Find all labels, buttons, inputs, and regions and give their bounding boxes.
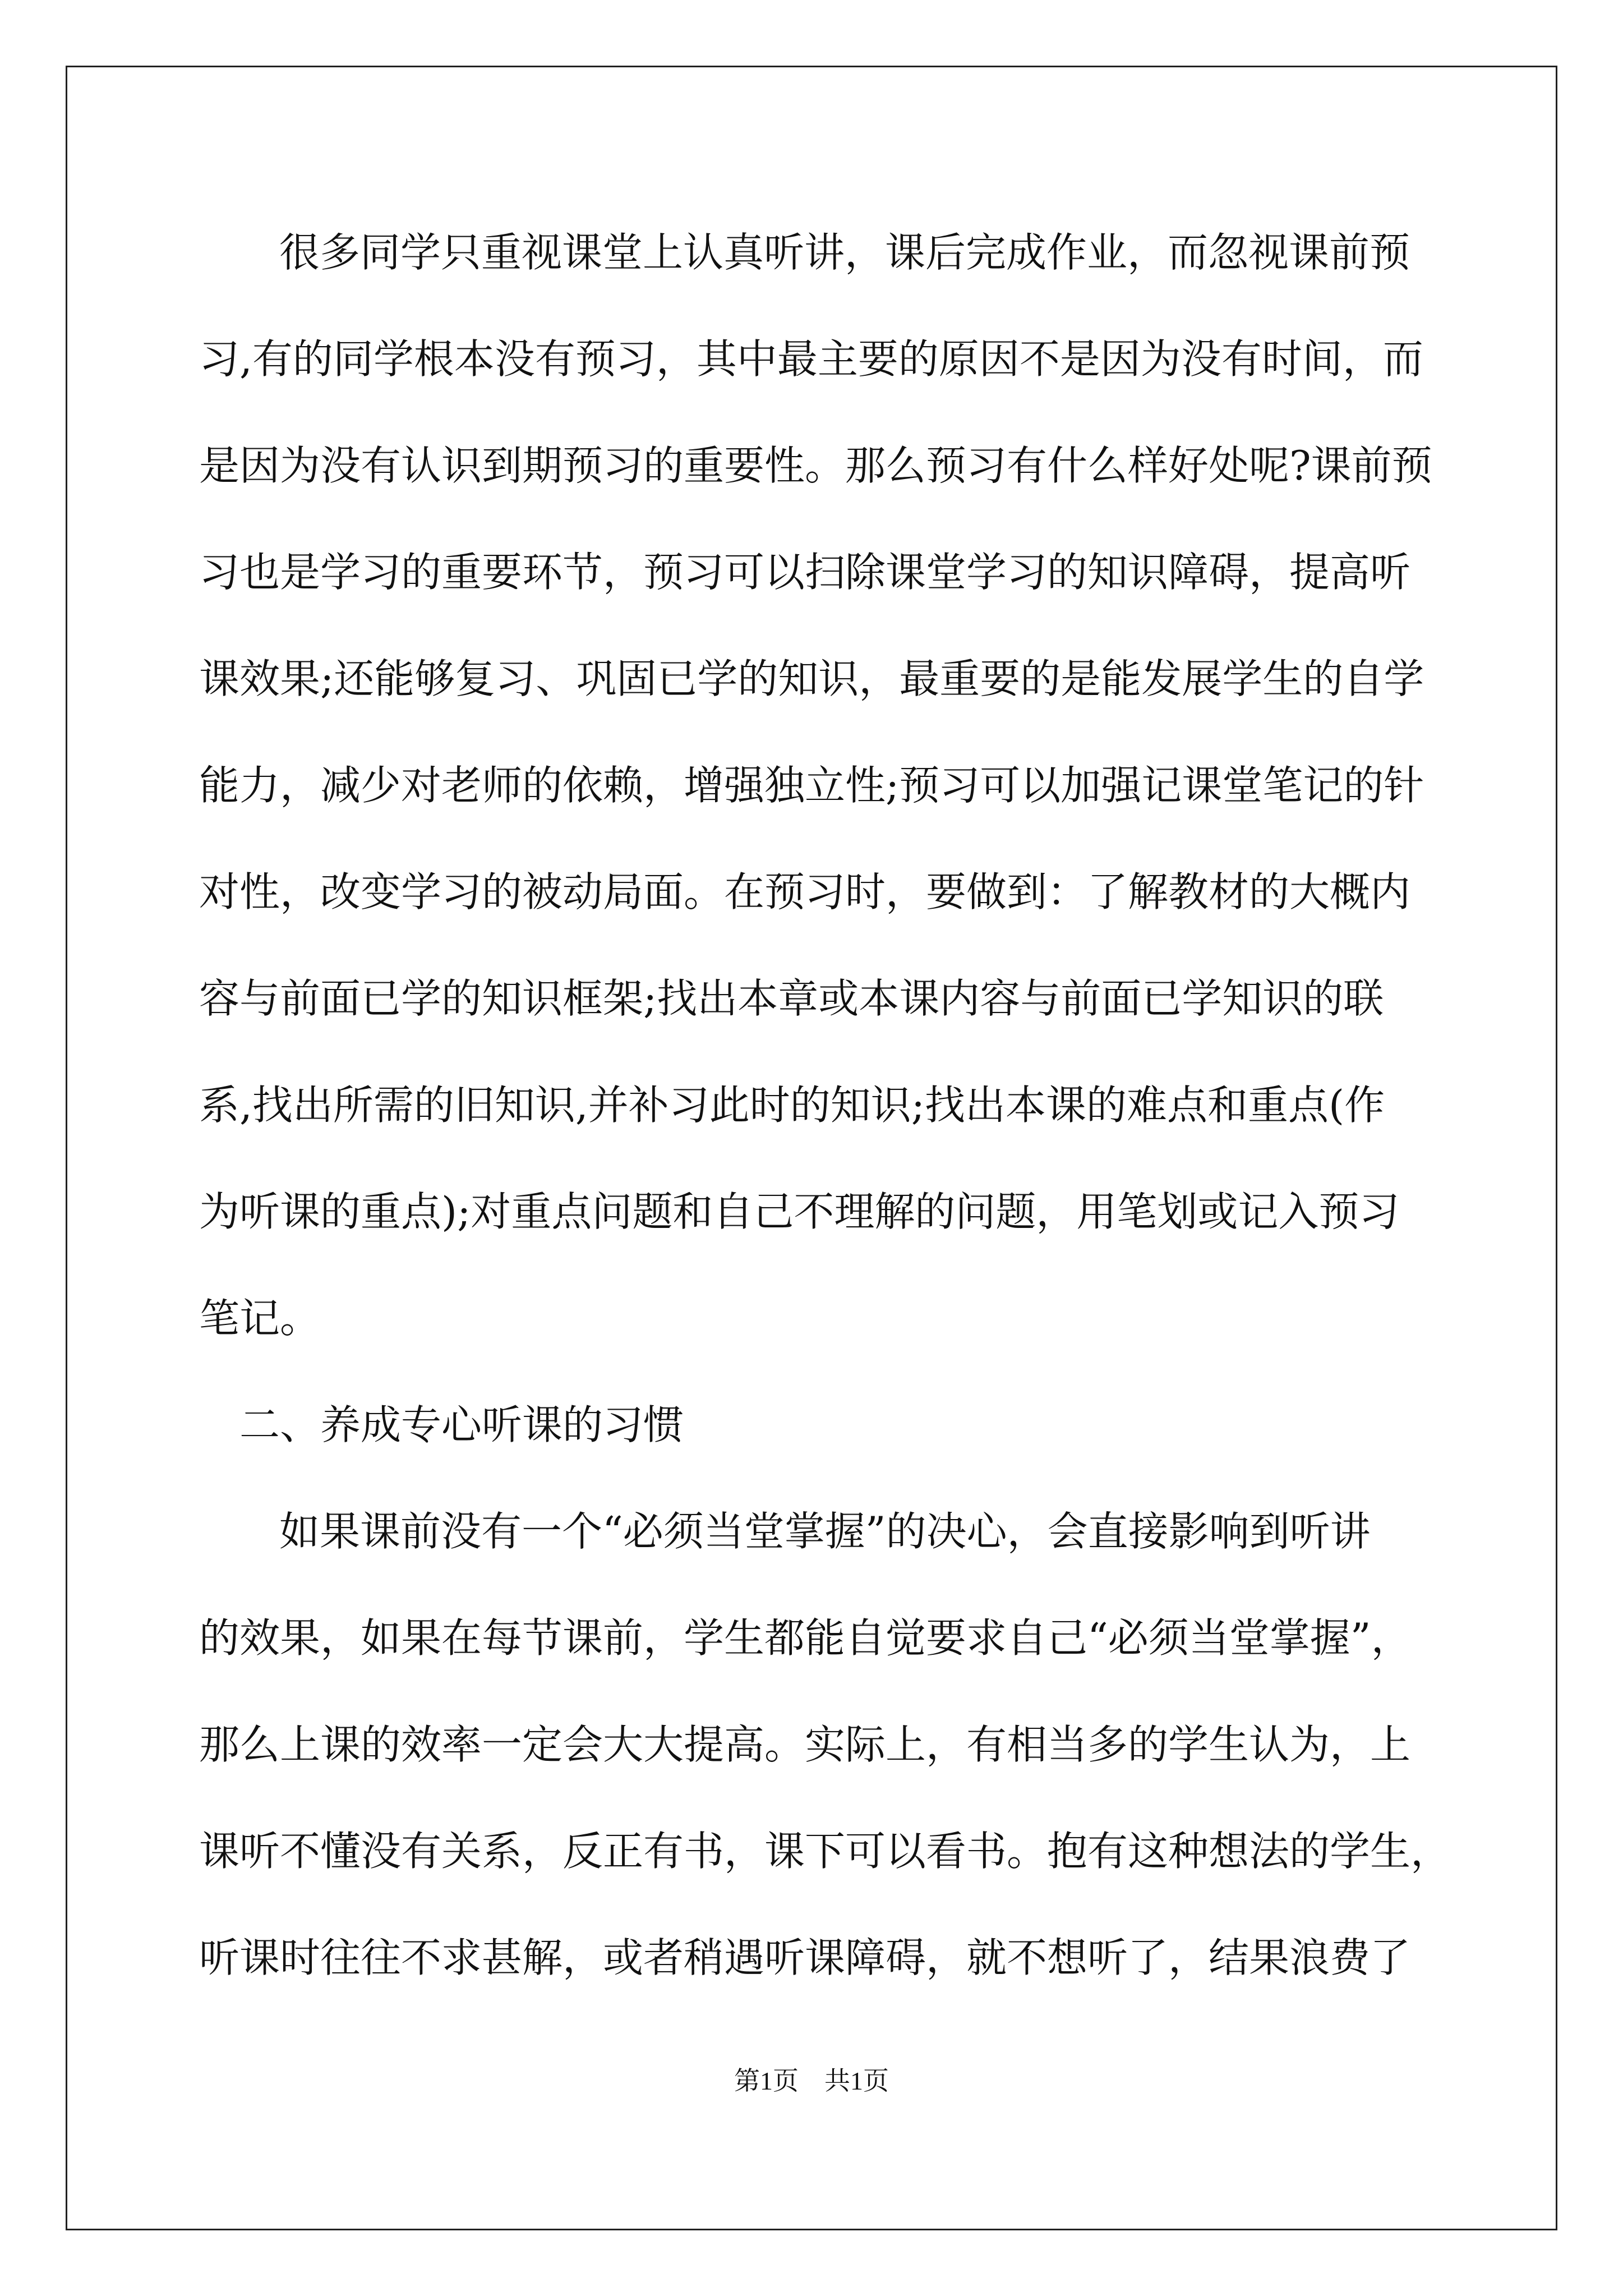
- paragraph-line: 很多同学只重视课堂上认真听讲，课后完成作业，而忽视课前预: [279, 229, 1410, 276]
- paragraph-line: 习,有的同学根本没有预习，其中最主要的原因不是因为没有时间，而: [199, 335, 1423, 383]
- paragraph-line: 为听课的重点);对重点问题和自己不理解的问题，用笔划或记入预习: [199, 1188, 1400, 1235]
- paragraph-line: 对性，改变学习的被动局面。在预习时，要做到：了解教材的大概内: [199, 868, 1411, 915]
- paragraph-line: 习也是学习的重要环节，预习可以扫除课堂学习的知识障碍，提高听: [199, 549, 1411, 596]
- paragraph-line: 那么上课的效率一定会大大提高。实际上，有相当多的学生认为，上: [199, 1721, 1411, 1768]
- paragraph-line: 是因为没有认识到期预习的重要性。那么预习有什么样好处呢?课前预: [199, 442, 1432, 489]
- paragraph-line: 如果课前没有一个“必须当堂掌握”的决心，会直接影响到听讲: [279, 1508, 1371, 1555]
- paragraph-line: 系,找出所需的旧知识,并补习此时的知识;找出本课的难点和重点(作: [199, 1082, 1385, 1129]
- page-footer: 第1页 共1页: [734, 2067, 889, 2095]
- paragraph-line: 的效果，如果在每节课前，学生都能自觉要求自己“必须当堂掌握”，: [199, 1614, 1412, 1662]
- document-body: [199, 208, 1451, 2019]
- paragraph-line: 听课时往往不求甚解，或者稍遇听课障碍，就不想听了，结果浪费了: [199, 1934, 1411, 1981]
- paragraph-line: 课效果;还能够复习、巩固已学的知识，最重要的是能发展学生的自学: [199, 655, 1424, 702]
- paragraph-line: 课听不懂没有关系，反正有书，课下可以看书。抱有这种想法的学生，: [199, 1828, 1451, 1875]
- paragraph-line: 容与前面已学的知识框架;找出本章或本课内容与前面已学知识的联: [199, 975, 1384, 1022]
- section-heading: 二、养成专心听课的习惯: [239, 1401, 684, 1448]
- paragraph-line: 笔记。: [199, 1295, 321, 1342]
- paragraph-line: 能力，减少对老师的依赖，增强独立性;预习可以加强记课堂笔记的针: [199, 762, 1424, 809]
